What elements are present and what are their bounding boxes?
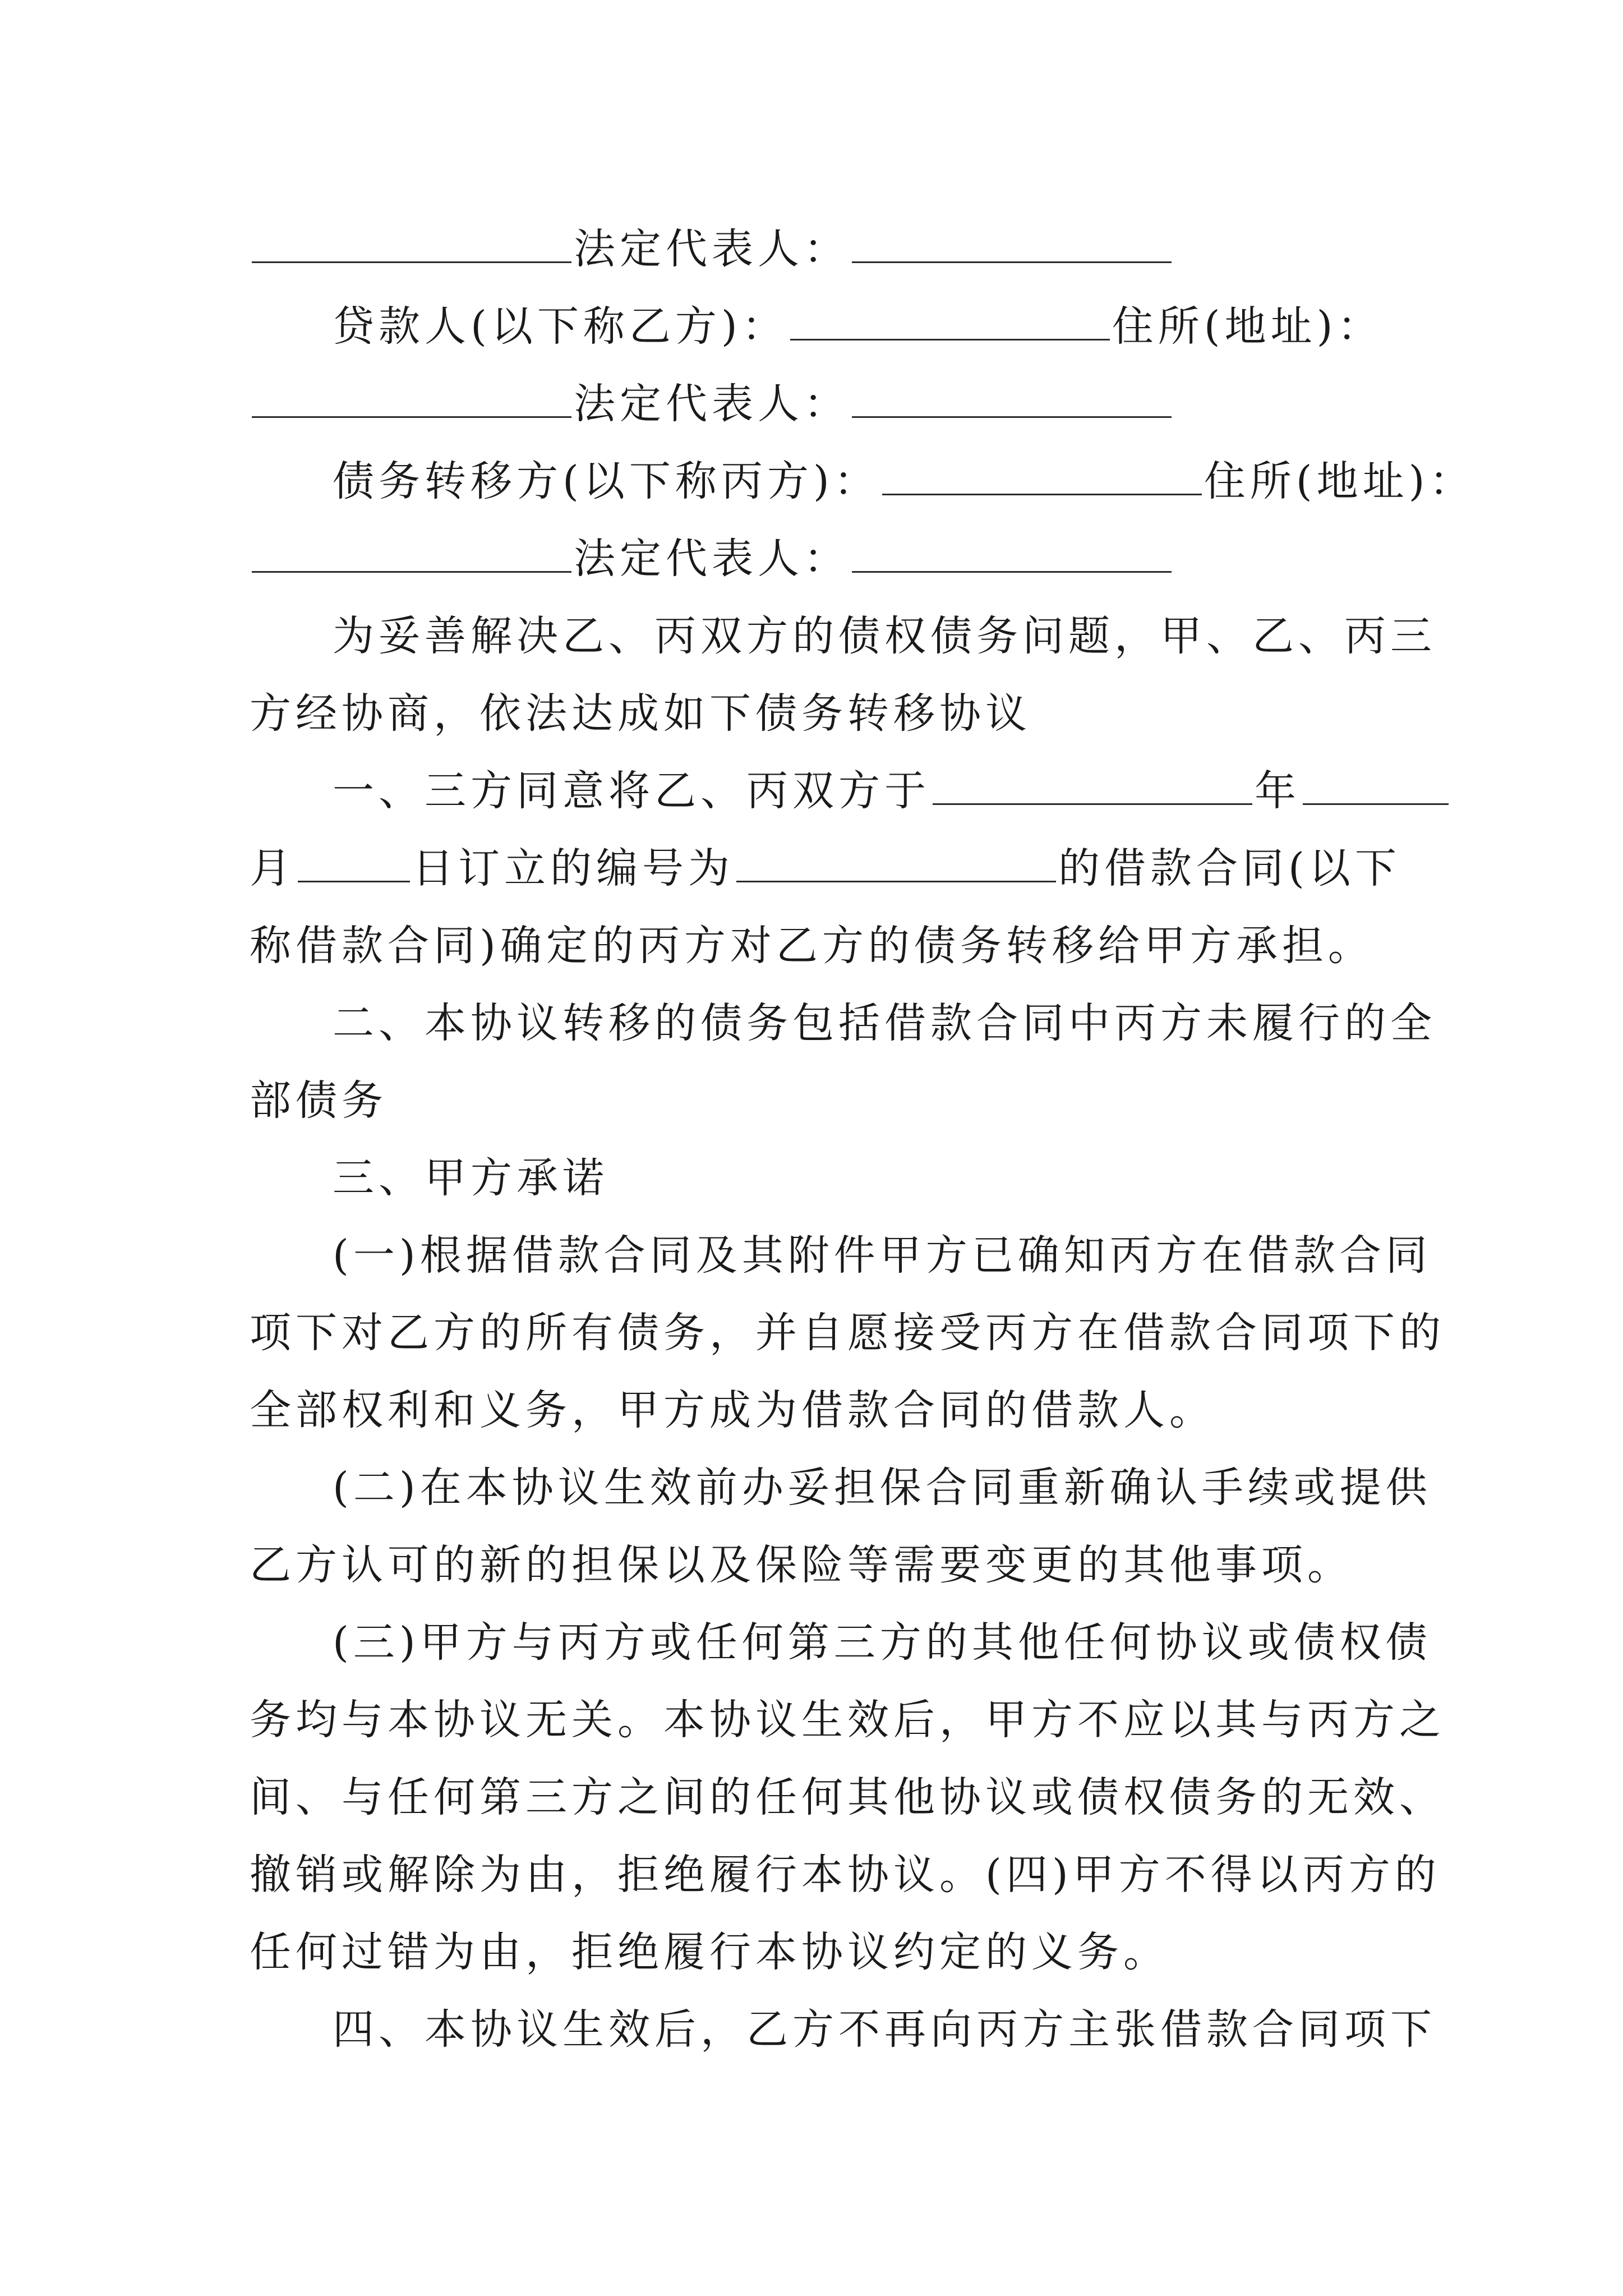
blank-field[interactable] [736,846,1056,882]
address-label: 住所(地址)： [1204,457,1476,505]
lender-label: 贷款人(以下称乙方)： [333,302,788,351]
text-line: 务均与本协议无关。本协议生效后，甲方不应以其与丙方之 [250,1696,1445,1744]
text-line: 乙方认可的新的担保以及保险等需要变更的其他事项。 [250,1541,1353,1589]
text-line: (二)在本协议生效前办妥担保合同重新确认手续或提供 [333,1464,1432,1512]
text-line: 方经协商，依法达成如下债务转移协议 [250,689,1031,738]
address-label: 住所(地址)： [1112,302,1384,351]
legal-rep-label: 法定代表人： [574,380,850,428]
blank-field[interactable] [852,227,1172,263]
blank-field[interactable] [933,769,1252,805]
line-legal-rep-1 [250,210,1385,288]
blank-field[interactable] [252,536,571,573]
document-page [250,210,1476,2068]
blank-field[interactable] [1303,769,1449,805]
year-label: 年 [1255,767,1301,815]
text-line: 称借款合同)确定的丙方对乙方的债务转移给甲方承担。 [250,922,1374,970]
transferor-label: 债务转移方(以下称丙方)： [333,457,880,505]
blank-field[interactable] [852,381,1172,418]
text-line: (三)甲方与丙方或任何第三方的其他任何协议或债权债 [333,1618,1432,1667]
blank-field[interactable] [882,459,1202,495]
blank-field[interactable] [252,381,571,418]
line-debt-transferor [250,443,1476,520]
text-line: 部债务 [250,1076,388,1125]
text-line: 任何过错为由，拒绝履行本协议约定的义务。 [250,1928,1169,1976]
line-legal-rep-3 [250,520,1385,597]
blank-field[interactable] [298,846,410,882]
text-line: 全部权利和义务，甲方成为借款合同的借款人。 [250,1386,1215,1434]
month-label: 月 [250,844,296,892]
text-line: 项下对乙方的所有债务，并自愿接受丙方在借款合同项下的 [250,1309,1445,1357]
blank-field[interactable] [790,304,1110,341]
text-line: (一)根据借款合同及其附件甲方已确知丙方在借款合同 [333,1231,1432,1280]
legal-rep-label: 法定代表人： [574,225,850,273]
line-clause-1 [250,752,1385,830]
text-line: 四、本协议生效后，乙方不再向丙方主张借款合同项下 [333,2005,1436,2054]
contract-text: 的借款合同(以下 [1058,844,1401,892]
blank-field[interactable] [252,227,571,263]
line-legal-rep-2 [250,365,1385,443]
text-line: 二、本协议转移的债务包括借款合同中丙方未履行的全 [333,999,1436,1047]
section-heading: 三、甲方承诺 [333,1154,608,1202]
text-line: 为妥善解决乙、丙双方的债权债务问题，甲、乙、丙三 [333,612,1436,660]
text-line: 间、与任何第三方之间的任何其他协议或债权债务的无效、 [250,1773,1445,1821]
text-line: 撤销或解除为由，拒绝履行本协议。(四)甲方不得以丙方的 [250,1851,1441,1899]
blank-field[interactable] [852,536,1172,573]
day-number-text: 日订立的编号为 [412,844,734,892]
clause-1-text: 一、三方同意将乙、丙双方于 [333,767,930,815]
line-lender [250,288,1385,365]
line-clause-1-cont [250,830,1401,907]
legal-rep-label: 法定代表人： [574,535,850,583]
